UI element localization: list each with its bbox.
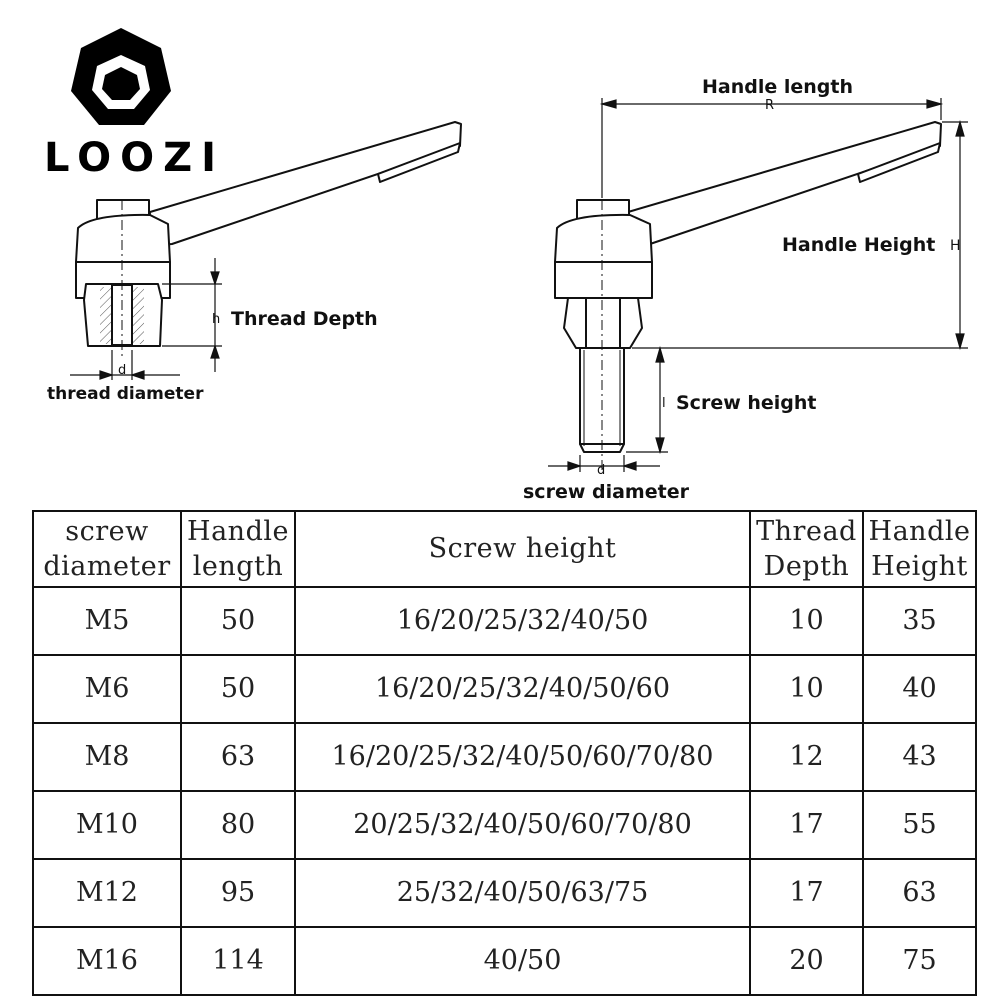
table-row — [33, 587, 976, 655]
dimension-letter-h-upper: H — [950, 238, 961, 254]
table-cell: 50 — [181, 587, 295, 655]
header-text: Height — [871, 551, 968, 582]
header-text: diameter — [43, 551, 171, 582]
table-cell: M12 — [33, 859, 181, 927]
table-cell: 43 — [863, 723, 976, 791]
table-cell: M5 — [33, 587, 181, 655]
spec-table — [32, 510, 977, 996]
header-handle-height — [863, 511, 976, 587]
table-cell: 40/50 — [295, 927, 750, 995]
table-cell: 25/32/40/50/63/75 — [295, 859, 750, 927]
table-cell: 63 — [181, 723, 295, 791]
dimension-letter-h: h — [212, 312, 221, 327]
table-cell: 55 — [863, 791, 976, 859]
dimension-letter-d-left: d — [118, 363, 127, 378]
dimension-letter-l: l — [662, 396, 666, 411]
table-cell: 12 — [750, 723, 863, 791]
table-cell: 75 — [863, 927, 976, 995]
header-text: Thread — [756, 515, 857, 547]
table-cell: M16 — [33, 927, 181, 995]
table-cell: 40 — [863, 655, 976, 723]
screw-height-label: Screw height — [676, 392, 817, 414]
table-cell: 16/20/25/32/40/50/60 — [295, 655, 750, 723]
dimension-letter-r: R — [765, 98, 775, 113]
table-row — [33, 791, 976, 859]
header-text: Depth — [763, 551, 850, 582]
dimension-letter-d-right: d — [597, 463, 606, 478]
table-cell: 63 — [863, 859, 976, 927]
header-screw-diameter — [33, 511, 181, 587]
table-cell: 35 — [863, 587, 976, 655]
header-thread-depth — [750, 511, 863, 587]
table-row — [33, 927, 976, 995]
table-cell: 10 — [750, 655, 863, 723]
table-row — [33, 859, 976, 927]
table-cell: 10 — [750, 587, 863, 655]
table-cell: 20 — [750, 927, 863, 995]
thread-depth-label: Thread Depth — [231, 308, 378, 330]
screw-diameter-label: screw diameter — [523, 481, 689, 503]
header-text: screw — [65, 515, 149, 547]
thread-diameter-label: thread diameter — [47, 384, 204, 404]
table-cell: 80 — [181, 791, 295, 859]
table-cell: 95 — [181, 859, 295, 927]
table-cell: 16/20/25/32/40/50 — [295, 587, 750, 655]
header-text: Handle — [187, 515, 289, 547]
handle-height-label: Handle Height — [782, 234, 936, 256]
table-cell: M8 — [33, 723, 181, 791]
brand-name: LOOZI — [44, 135, 225, 181]
table-cell: M10 — [33, 791, 181, 859]
handle-length-label: Handle length — [702, 76, 853, 98]
header-screw-height — [295, 511, 750, 587]
header-text: Screw height — [428, 533, 617, 565]
table-cell: 17 — [750, 859, 863, 927]
table-cell: 17 — [750, 791, 863, 859]
table-cell: 20/25/32/40/50/60/70/80 — [295, 791, 750, 859]
table-cell: 114 — [181, 927, 295, 995]
table-header-row — [33, 511, 976, 587]
table-row — [33, 655, 976, 723]
header-text: length — [192, 551, 284, 582]
table-cell: M6 — [33, 655, 181, 723]
table-cell: 16/20/25/32/40/50/60/70/80 — [295, 723, 750, 791]
table-cell: 50 — [181, 655, 295, 723]
header-text: Handle — [868, 515, 971, 547]
header-handle-length — [181, 511, 295, 587]
table-row — [33, 723, 976, 791]
